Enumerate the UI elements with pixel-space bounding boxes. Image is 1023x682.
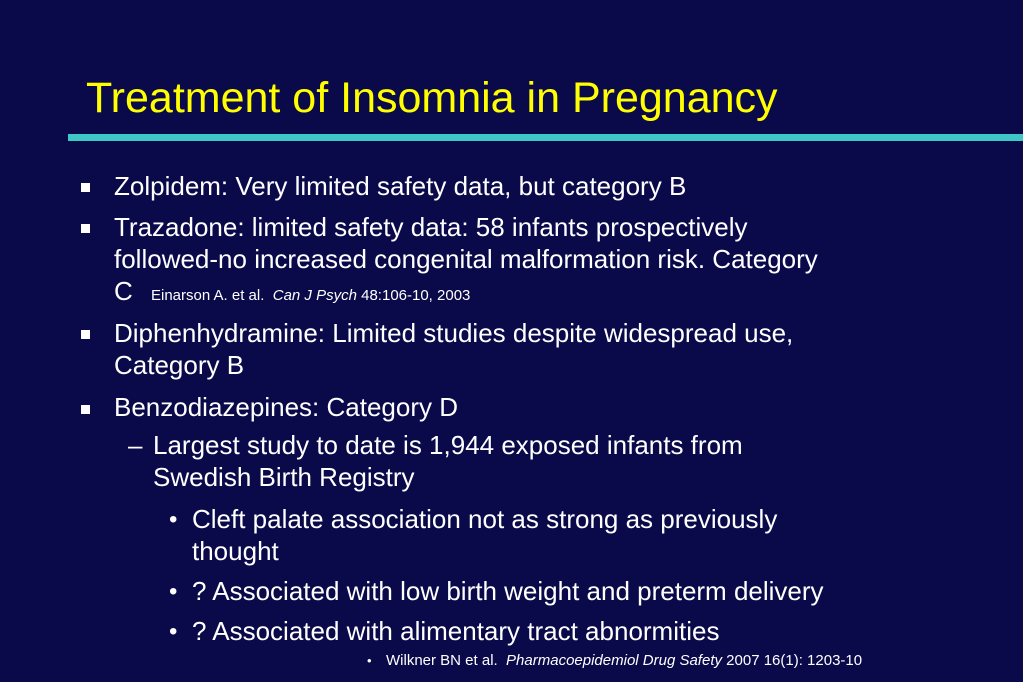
bullet-square — [81, 183, 90, 192]
reference — [386, 651, 862, 671]
bullet-square — [81, 330, 90, 339]
bullet-trazadone-line3: C — [114, 276, 133, 306]
subsub-alimentary: ? Associated with alimentary tract abnormities — [192, 616, 720, 646]
trazadone-ref-detail: 48:106-10, 2003 — [361, 287, 471, 304]
subsub-bullet-dot: • — [169, 578, 178, 605]
bullet-benzo: Benzodiazepines: Category D — [114, 392, 458, 422]
subsub-bullet-dot: • — [169, 618, 178, 645]
subsub-cleft-line1: Cleft palate association not as strong as previously — [192, 504, 778, 534]
slide-title: Treatment of Insomnia in Pregnancy — [86, 74, 778, 122]
bullet-zolpidem: Zolpidem: Very limited safety data, but category B — [114, 171, 687, 201]
bullet-trazadone-line2: followed-no increased congenital malformation risk. Category — [114, 244, 818, 274]
subsub-cleft-line2: thought — [192, 536, 279, 566]
subsub-lbw: ? Associated with low birth weight and preterm delivery — [192, 576, 824, 606]
bullet-square — [81, 224, 90, 233]
trazadone-ref-authors: Einarson A. et al. — [151, 287, 265, 304]
reference-authors: Wilkner BN et al. — [386, 652, 498, 669]
sub-largest-line1: Largest study to date is 1,944 exposed infants from — [153, 430, 743, 460]
sub-bullet-dash: – — [128, 430, 143, 460]
sub-largest-line2: Swedish Birth Registry — [153, 462, 415, 492]
title-underline — [68, 134, 1023, 141]
bullet-diphen-line1: Diphenhydramine: Limited studies despite widespread use, — [114, 318, 794, 348]
subsub-bullet-dot: • — [169, 506, 178, 533]
bullet-square — [81, 405, 90, 414]
reference-detail: 2007 16(1): 1203-10 — [726, 652, 863, 669]
trazadone-reference — [151, 286, 470, 306]
trazadone-ref-journal: Can J Psych — [272, 287, 357, 304]
reference-journal: Pharmacoepidemiol Drug Safety — [506, 652, 722, 669]
reference-bullet-dot: • — [367, 653, 372, 668]
bullet-trazadone-line1: Trazadone: limited safety data: 58 infants prospectively — [114, 212, 748, 242]
bullet-diphen-line2: Category B — [114, 350, 245, 380]
